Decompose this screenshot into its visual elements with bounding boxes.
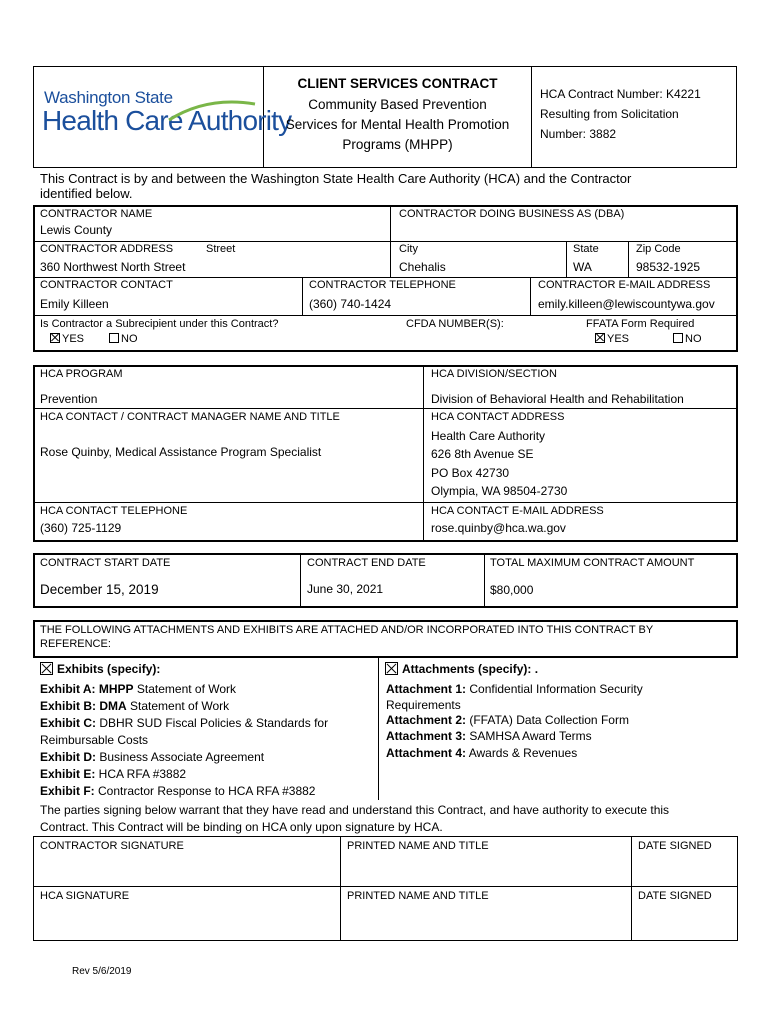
street-label: Street: [206, 243, 236, 255]
contract-subtitle-2: Services for Mental Health Promotion: [285, 117, 510, 132]
hca-address-line[interactable]: PO Box 42730: [431, 466, 510, 480]
contractor-address-value[interactable]: 360 Northwest North Street: [40, 260, 186, 274]
hca-signature-field[interactable]: HCA SIGNATURE: [40, 890, 130, 902]
hca-division-label: HCA DIVISION/SECTION: [431, 368, 557, 380]
subrecipient-no[interactable]: NO: [109, 333, 138, 345]
hca-phone-label: HCA CONTACT TELEPHONE: [40, 505, 188, 517]
contractor-email-value[interactable]: emily.killeen@lewiscountywa.gov: [538, 297, 715, 311]
contractor-date-field[interactable]: DATE SIGNED: [638, 840, 712, 852]
state-value[interactable]: WA: [573, 260, 592, 274]
end-date-label: CONTRACT END DATE: [307, 557, 426, 569]
contractor-name-value[interactable]: Lewis County: [40, 223, 113, 237]
attachments-title[interactable]: Attachments (specify): .: [385, 662, 538, 676]
exhibit-item: Exhibit E: HCA RFA #3882: [40, 767, 187, 781]
checkbox-checked-icon: [595, 333, 605, 343]
intro-line2: identified below.: [40, 186, 133, 201]
zip-value[interactable]: 98532-1925: [636, 260, 701, 274]
contract-subtitle-1: Community Based Prevention: [308, 97, 487, 112]
cfda-label: CFDA NUMBER(S):: [406, 318, 504, 330]
max-amount-label: TOTAL MAXIMUM CONTRACT AMOUNT: [490, 557, 695, 569]
contractor-contact-value[interactable]: Emily Killeen: [40, 297, 109, 311]
attachment-item: Attachment 3: SAMHSA Award Terms: [386, 729, 592, 743]
logo-swoosh-icon: [167, 98, 257, 128]
warrant-line2: Contract. This Contract will be binding on HCA only upon signature by HCA.: [40, 820, 443, 834]
contractor-email-label: CONTRACTOR E-MAIL ADDRESS: [538, 279, 711, 291]
contractor-signature-field[interactable]: CONTRACTOR SIGNATURE: [40, 840, 184, 852]
ffata-yes[interactable]: YES: [595, 333, 629, 345]
contractor-phone-label: CONTRACTOR TELEPHONE: [309, 279, 456, 291]
exhibits-title[interactable]: Exhibits (specify):: [40, 662, 160, 676]
logo-line1: Washington State: [44, 88, 173, 107]
exhibit-item: Exhibit B: DMA Statement of Work: [40, 699, 230, 713]
end-date-value[interactable]: June 30, 2021: [307, 582, 384, 596]
hca-printed-name-field[interactable]: PRINTED NAME AND TITLE: [347, 890, 489, 902]
hca-address-line[interactable]: Olympia, WA 98504-2730: [431, 484, 568, 498]
hca-logo: [42, 88, 292, 140]
subrecipient-label: Is Contractor a Subrecipient under this Contract?: [40, 318, 279, 330]
subrecipient-yes[interactable]: YES: [50, 333, 84, 345]
exhibit-item: Exhibit C: DBHR SUD Fiscal Policies & Standards for: [40, 716, 329, 730]
exhibit-item: Exhibit A: MHPP Statement of Work: [40, 682, 237, 696]
checkbox-checked-icon: [385, 662, 398, 675]
solicitation-line2: Number: 3882: [540, 127, 617, 141]
checkbox-checked-icon: [50, 333, 60, 343]
hca-program-value[interactable]: Prevention: [40, 392, 98, 406]
hca-phone-value[interactable]: (360) 725-1129: [40, 521, 122, 535]
ffata-no[interactable]: NO: [673, 333, 702, 345]
hca-address-line[interactable]: 626 8th Avenue SE: [431, 447, 534, 461]
attachment-item: Attachment 2: (FFATA) Data Collection Form: [386, 713, 629, 727]
revision-footer: Rev 5/6/2019: [72, 966, 132, 977]
exhibit-item: Exhibit F: Contractor Response to HCA RFA #3882: [40, 784, 316, 798]
contractor-phone-value[interactable]: (360) 740-1424: [309, 297, 392, 311]
state-label: State: [573, 243, 599, 255]
contract-number: HCA Contract Number: K4221: [540, 87, 701, 101]
checkbox-checked-icon: [40, 662, 53, 675]
hca-date-field[interactable]: DATE SIGNED: [638, 890, 712, 902]
attachment-item: Requirements: [386, 698, 461, 712]
checkbox-empty-icon: [673, 333, 683, 343]
start-date-label: CONTRACT START DATE: [40, 557, 171, 569]
warrant-line1: The parties signing below warrant that they have read and understand this Contract, and have authority to execute this: [40, 803, 670, 817]
attachments-heading-1: THE FOLLOWING ATTACHMENTS AND EXHIBITS ARE ATTACHED AND/OR INCORPORATED INTO THIS CONTRACT BY: [40, 624, 654, 636]
contractor-contact-label: CONTRACTOR CONTACT: [40, 279, 173, 291]
intro-line1: This Contract is by and between the Washington State Health Care Authority (HCA) and the Contractor: [40, 171, 632, 186]
exhibit-item: Reimbursable Costs: [40, 733, 149, 747]
hca-address-label: HCA CONTACT ADDRESS: [431, 411, 565, 423]
hca-contact-value[interactable]: Rose Quinby, Medical Assistance Program Specialist: [40, 445, 322, 459]
hca-contact-label: HCA CONTACT / CONTRACT MANAGER NAME AND TITLE: [40, 411, 340, 423]
logo-line2b: Authority: [188, 105, 292, 136]
contract-subtitle-3: Programs (MHPP): [342, 137, 453, 152]
city-label: City: [399, 243, 418, 255]
contractor-name-label: CONTRACTOR NAME: [40, 208, 153, 220]
hca-address-line[interactable]: Health Care Authority: [431, 429, 546, 443]
contractor-dba-label: CONTRACTOR DOING BUSINESS AS (DBA): [399, 208, 625, 220]
checkbox-empty-icon: [109, 333, 119, 343]
contract-title: CLIENT SERVICES CONTRACT: [297, 76, 498, 91]
logo-line2a: Health Care: [42, 105, 189, 136]
solicitation-line1: Resulting from Solicitation: [540, 107, 679, 121]
exhibit-item: Exhibit D: Business Associate Agreement: [40, 750, 265, 764]
contractor-address-label: CONTRACTOR ADDRESS: [40, 243, 174, 255]
hca-program-label: HCA PROGRAM: [40, 368, 123, 380]
ffata-label: FFATA Form Required: [586, 318, 695, 330]
attachment-item: Attachment 4: Awards & Revenues: [386, 746, 578, 760]
hca-email-value[interactable]: rose.quinby@hca.wa.gov: [431, 521, 566, 535]
attachment-item: Attachment 1: Confidential Information Security: [386, 682, 643, 696]
hca-email-label: HCA CONTACT E-MAIL ADDRESS: [431, 505, 604, 517]
attachments-heading-2: REFERENCE:: [40, 638, 111, 650]
city-value[interactable]: Chehalis: [399, 260, 446, 274]
start-date-value[interactable]: December 15, 2019: [40, 582, 159, 597]
contractor-printed-name-field[interactable]: PRINTED NAME AND TITLE: [347, 840, 489, 852]
max-amount-value[interactable]: $80,000: [490, 583, 534, 597]
zip-label: Zip Code: [636, 243, 681, 255]
hca-division-value[interactable]: Division of Behavioral Health and Rehabilitation: [431, 392, 684, 406]
